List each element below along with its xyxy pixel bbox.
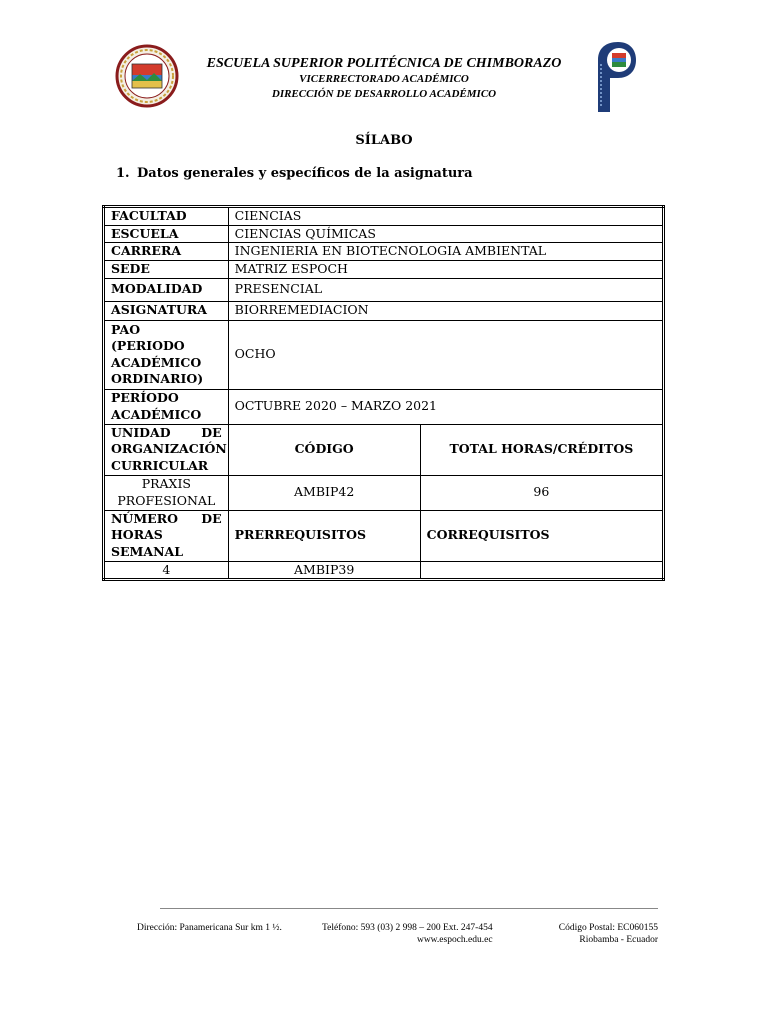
periodo-label-line: ACADÉMICO: [111, 406, 202, 422]
section-title: Datos generales y específicos de la asignatura: [137, 166, 473, 181]
table-row: [104, 260, 664, 278]
unidad-value: [104, 475, 229, 510]
table-row: [104, 389, 664, 424]
faculty-emblem-icon: [590, 40, 638, 114]
unidad-label-line: ORGANIZACIÓN: [111, 441, 227, 457]
footer-divider: [160, 908, 658, 909]
section-heading: [116, 166, 473, 181]
asignatura-label: ASIGNATURA: [104, 301, 229, 320]
escuela-value: CIENCIAS QUÍMICAS: [228, 225, 663, 243]
facultad-value: CIENCIAS: [228, 207, 663, 226]
pao-label: [104, 320, 229, 389]
correquisitos-value: [420, 561, 663, 580]
unidad-label: [104, 424, 229, 475]
table-row: [104, 243, 664, 261]
horas-label-line: HORAS: [111, 527, 163, 543]
horas-word: NÚMERO: [111, 510, 178, 526]
pao-value: OCHO: [228, 320, 663, 389]
prerrequisitos-header: PRERREQUISITOS: [228, 510, 420, 561]
pao-label-line: ACADÉMICO: [111, 354, 202, 370]
table-row: [104, 278, 664, 301]
footer-postal: [540, 922, 658, 946]
table-row: [104, 207, 664, 226]
document-title: SÍLABO: [355, 133, 413, 148]
unidad-word: DE: [201, 424, 222, 440]
periodo-label: [104, 389, 229, 424]
footer-address: Dirección: Panamericana Sur km 1 ½.: [137, 923, 282, 933]
course-data-table: [102, 205, 665, 581]
pao-label-line: (PERIODO: [111, 338, 185, 353]
document-header: [190, 55, 578, 102]
asignatura-value: BIORREMEDIACION: [228, 301, 663, 320]
footer-contact: [322, 922, 493, 946]
facultad-label: FACULTAD: [104, 207, 229, 226]
prerrequisitos-value: AMBIP39: [228, 561, 420, 580]
total-value: 96: [420, 475, 663, 510]
sede-label: SEDE: [104, 260, 229, 278]
unidad-label-line: [111, 425, 222, 442]
section-number: 1.: [116, 166, 130, 181]
table-row: [104, 301, 664, 320]
espoch-seal-icon: [112, 44, 182, 108]
pao-label-line: PAO: [111, 321, 141, 337]
horas-label-line: [111, 511, 222, 528]
table-row: [104, 424, 664, 475]
unidad-word: UNIDAD: [111, 424, 171, 440]
table-row: [104, 510, 664, 561]
footer-phone: Teléfono: 593 (03) 2 998 – 200 Ext. 247-454: [322, 923, 493, 933]
horas-word: DE: [201, 510, 222, 526]
table-row: [104, 320, 664, 389]
table-row: [104, 475, 664, 510]
periodo-value: OCTUBRE 2020 – MARZO 2021: [228, 389, 663, 424]
unidad-label-line: CURRICULAR: [111, 457, 209, 473]
modalidad-value: PRESENCIAL: [228, 278, 663, 301]
unidad-value-line: PROFESIONAL: [117, 492, 216, 508]
total-header: TOTAL HORAS/CRÉDITOS: [420, 424, 663, 475]
vice-rectorate: VICERRECTORADO ACADÉMICO: [299, 73, 469, 85]
modalidad-label: MODALIDAD: [104, 278, 229, 301]
carrera-value: INGENIERIA EN BIOTECNOLOGIA AMBIENTAL: [228, 243, 663, 261]
horas-value: 4: [104, 561, 229, 580]
escuela-label: ESCUELA: [104, 225, 229, 243]
footer-web: www.espoch.edu.ec: [416, 935, 493, 945]
footer-city: Riobamba - Ecuador: [579, 935, 658, 945]
codigo-value: AMBIP42: [228, 475, 420, 510]
table-row: [104, 225, 664, 243]
horas-label: [104, 510, 229, 561]
unidad-value-line: PRAXIS: [141, 476, 191, 491]
horas-label-line: SEMANAL: [111, 543, 184, 559]
sede-value: MATRIZ ESPOCH: [228, 260, 663, 278]
carrera-label: CARRERA: [104, 243, 229, 261]
footer-postal-code: Código Postal: EC060155: [558, 923, 658, 933]
codigo-header: CÓDIGO: [228, 424, 420, 475]
institution-name: ESCUELA SUPERIOR POLITÉCNICA DE CHIMBORAZO: [206, 56, 562, 71]
pao-label-line: ORDINARIO): [111, 371, 204, 386]
table-row: [104, 561, 664, 580]
periodo-label-line: PERÍODO: [111, 390, 179, 405]
correquisitos-header: CORREQUISITOS: [420, 510, 663, 561]
academic-direction: DIRECCIÓN DE DESARROLLO ACADÉMICO: [271, 88, 497, 100]
